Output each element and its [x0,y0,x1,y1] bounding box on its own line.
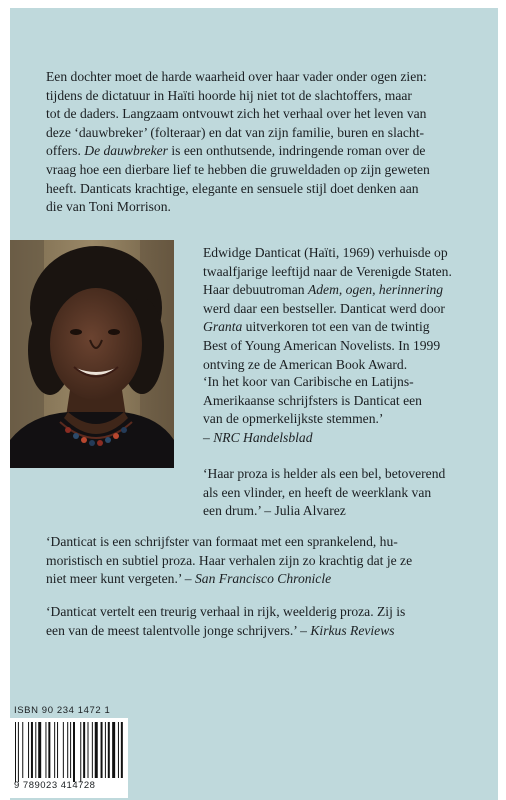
quote-line: moristisch en subtiel proza. Haar verhalen zijn zo krachtig dat je ze [46,552,413,568]
review-quote-kirkus [46,603,466,640]
barcode-bar [57,722,58,778]
bio-line: ontving ze de American Book Award. [203,356,408,372]
quote-line: ‘Danticat is een schrijfster van formaat met een sprankelend, hu- [46,534,398,549]
barcode-bar [15,722,16,782]
blurb-line: is een onthutsende, indringende roman over de [167,143,426,159]
barcode-bar [80,722,81,782]
quote-line: van de opmerkelijkste stemmen.’ [203,411,384,427]
bio-line: Best of Young American Novelists. In 1999 [203,337,441,353]
quote-line: niet meer kunt vergeten.’ – [46,571,195,587]
barcode-bar [73,722,75,782]
quote-source: NRC Handelsblad [213,429,313,445]
barcode-bar [54,722,55,778]
barcode-bar [35,722,36,778]
barcode-bar [48,722,50,778]
author-bio [203,244,475,374]
barcode-bar [118,722,119,778]
barcode-bar [70,722,71,778]
quote-line: ‘In het koor van Caribische en Latijns- [203,374,414,389]
barcode-number: 9 789023 414728 [14,780,96,791]
quote-line: als een vlinder, en heeft de weerklank van [203,484,432,500]
quote-source: San Francisco Chronicle [194,571,332,587]
barcode-bar [22,722,23,778]
blurb-line: heeft. Danticats krachtige, elegante en sensuele stijl doet denken aan [46,180,419,196]
barcode-bar [88,722,89,778]
barcode-bar [121,722,123,778]
isbn-label: ISBN 90 234 1472 1 [14,705,111,716]
bio-line: werd daar een bestseller. Danticat werd door [203,300,445,316]
barcode-bar [67,722,68,778]
author-photo [10,240,174,468]
barcode-bar [112,722,115,778]
book-title: De dauwbreker [84,143,168,159]
barcode-bar [18,722,19,782]
bio-line: uitverkoren tot een van de twintig [242,319,430,335]
debut-novel-title: Adem, ogen, herinnering [307,282,444,298]
bio-line: Haar debuutroman [203,282,308,298]
quote-line: een drum.’ – Julia Alvarez [203,503,346,519]
barcode-bar [63,722,64,778]
review-quote-nrc [203,373,475,447]
review-quote-alvarez [203,465,475,521]
quote-line: een van de meest talentvolle jonge schrijvers.’ – [46,622,311,638]
barcode-bar [45,722,46,778]
blurb-line: deze ‘dauwbreker’ (folteraar) en dat van zijn familie, buren en slacht- [46,124,425,140]
barcode-bar [95,722,98,778]
barcode-bar [38,722,41,778]
barcode-bar [105,722,106,778]
barcode-bar [83,722,85,778]
quote-dash: – [203,429,214,445]
barcode-bar [31,722,33,778]
blurb-line: vraag hoe een dierbare lief te hebben die gruweldaden op zijn geweten [46,161,430,177]
barcode-bar [101,722,103,778]
blurb-paragraph [46,68,466,217]
quote-line: ‘Danticat vertelt een treurig verhaal in rijk, weelderig proza. Zij is [46,604,406,619]
blurb-line: die van Toni Morrison. [46,199,171,215]
blurb-line: tijdens de dictatuur in Haïti hoorde hij niet tot de slachtoffers, maar [46,87,412,103]
review-quote-sf-chronicle [46,533,466,589]
blurb-line: Een dochter moet de harde waarheid over haar vader onder ogen zien: [46,69,427,84]
barcode-bar [92,722,93,778]
barcode-bar [28,722,29,778]
quote-source: Kirkus Reviews [310,622,395,638]
quote-line: Amerikaanse schrijfsters is Danticat een [203,392,422,408]
blurb-line: tot de daders. Langzaam ontvouwt zich het verhaal over het leven van [46,106,427,122]
barcode-bar [108,722,110,778]
quote-line: ‘Haar proza is helder als een bel, betoverend [203,466,446,481]
magazine-title: Granta [203,319,243,335]
bio-line: Edwidge Danticat (Haïti, 1969) verhuisde op [203,245,448,260]
bio-line: twaalfjarige leeftijd naar de Verenigde Staten. [203,263,452,279]
blurb-line: offers. [46,143,85,159]
